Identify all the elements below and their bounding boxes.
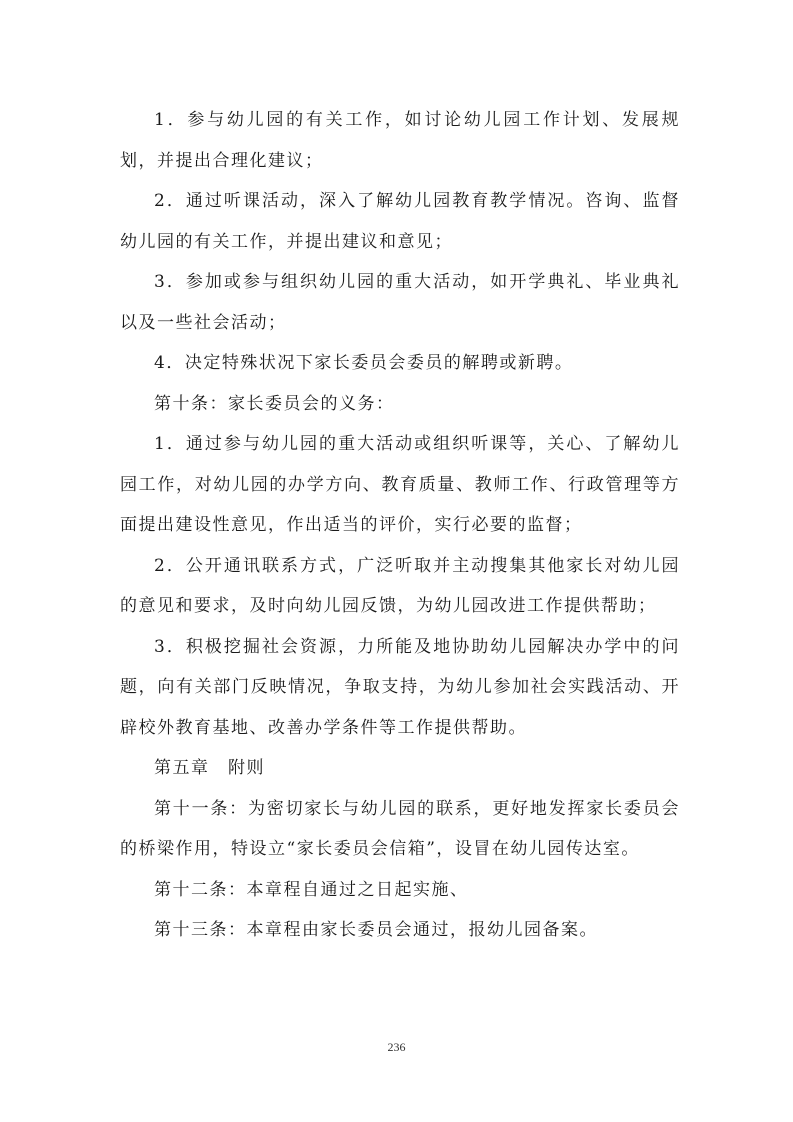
paragraph-right-1: 1．参与幼儿园的有关工作，如讨论幼儿园工作计划、发展规划，并提出合理化建议； xyxy=(120,110,680,171)
article-11: 第十一条：为密切家长与幼儿园的联系，更好地发挥家长委员会的桥梁作用，特设立“家长委员会信箱”，设冒在幼儿园传达室。 xyxy=(120,798,680,859)
page-number: 236 xyxy=(387,1040,406,1054)
chapter-5-heading: 第五章 附则 xyxy=(154,758,265,778)
paragraph-right-2: 2．通过听课活动，深入了解幼儿园教育教学情况。咨询、监督幼儿园的有关工作，并提出建议和意见； xyxy=(120,191,680,252)
article-10-heading: 第十条：家长委员会的义务： xyxy=(154,393,395,414)
article-13: 第十三条：本章程由家长委员会通过，报幼儿园备案。 xyxy=(154,920,598,940)
paragraph-right-4: 4．决定特殊状况下家长委员会委员的解聘或新聘。 xyxy=(154,353,574,373)
article-12: 第十二条：本章程自通过之日起实施、 xyxy=(154,879,469,900)
paragraph-duty-1: 1．通过参与幼儿园的重大活动或组织听课等，关心、了解幼儿园工作，对幼儿园的办学方向、教育质量、教师工作、行政管理等方面提出建设性意见，作出适当的评价，实行必要的监督； xyxy=(120,434,680,535)
document-body xyxy=(120,100,680,951)
paragraph-right-3: 3．参加或参与组织幼儿园的重大活动，如开学典礼、毕业典礼以及一些社会活动； xyxy=(120,272,680,333)
paragraph-duty-2: 2．公开通讯联系方式，广泛听取并主动搜集其他家长对幼儿园的意见和要求，及时向幼儿园反馈，为幼儿园改进工作提供帮助； xyxy=(120,555,680,616)
paragraph-duty-3: 3．积极挖掘社会资源，力所能及地协助幼儿园解决办学中的问题，向有关部门反映情况，争取支持，为幼儿参加社会实践活动、开辟校外教育基地、改善办学条件等工作提供帮助。 xyxy=(120,636,680,738)
